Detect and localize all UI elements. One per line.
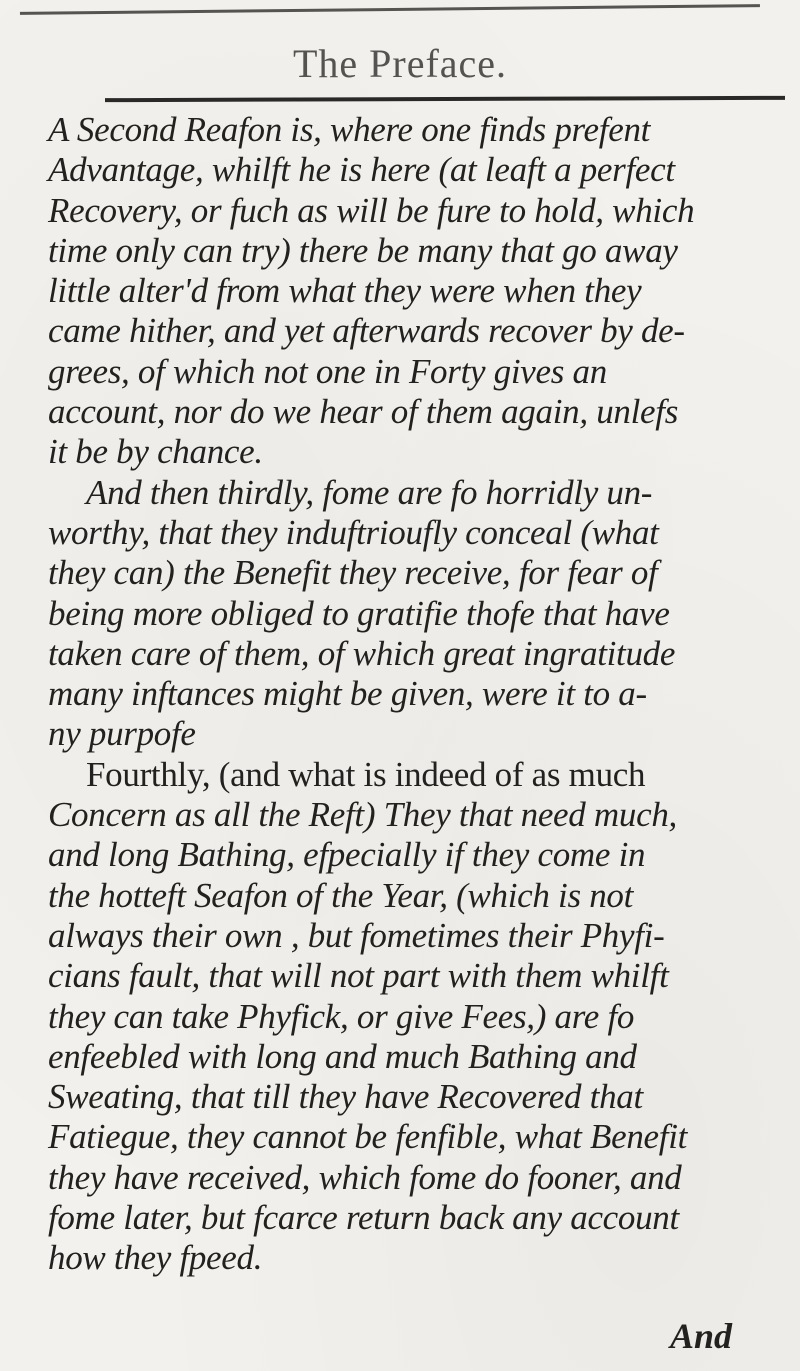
text-line: always their own , but fometimes their Phyfi- <box>48 915 665 955</box>
page-header-title: The Preface. <box>292 41 508 86</box>
text-line: Recovery, or fuch as will be fure to hold, which <box>48 190 695 230</box>
text-line: the hotteft Seafon of the Year, (which is not <box>48 875 634 915</box>
text-line: it be by chance. <box>48 432 263 472</box>
text-line: they can) the Benefit they receive, for fear of <box>48 553 658 593</box>
text-line: time only can try) there be many that go away <box>48 230 678 270</box>
text-line: cians fault, that will not part with them whilft <box>48 956 669 996</box>
top-border-rule <box>20 4 760 25</box>
text-line: came hither, and yet afterwards recover by de- <box>48 311 685 351</box>
text-line: ny purpofe <box>48 714 196 754</box>
text-line: Fatiegue, they cannot be fenfible, what Benefit <box>48 1117 688 1157</box>
text-line: how they fpeed. <box>48 1238 263 1278</box>
text-line: grees, of which not one in Forty gives an <box>48 351 607 391</box>
text-line: and long Bathing, efpecially if they come in <box>48 835 646 875</box>
text-line: many inftances might be given, were it to a- <box>48 674 647 714</box>
header-rule <box>105 96 785 102</box>
catchword: And <box>669 1316 732 1356</box>
text-line: fome later, but fcarce return back any account <box>48 1198 679 1238</box>
text-line: Fourthly, (and what is indeed of as much <box>86 754 646 794</box>
text-line: worthy, that they induftrioufly conceal (what <box>48 512 659 552</box>
text-line: being more obliged to gratifie thofe that have <box>48 593 670 633</box>
text-line: they have received, which fome do fooner, and <box>48 1157 682 1197</box>
body-text <box>48 110 780 1279</box>
text-line: Concern as all the Reft) They that need much, <box>48 795 677 835</box>
text-line: Advantage, whilft he is here (at leaft a perfect <box>48 150 675 190</box>
text-line: little alter'd from what they were when they <box>48 271 642 311</box>
text-line: enfeebled with long and much Bathing and <box>48 1036 637 1076</box>
text-line: Sweating, that till they have Recovered that <box>48 1077 643 1117</box>
text-line: they can take Phyfick, or give Fees,) are fo <box>48 996 635 1036</box>
text-line: account, nor do we hear of them again, unlefs <box>48 392 679 432</box>
text-line: A Second Reafon is, where one finds prefent <box>48 110 651 149</box>
text-line: And then thirdly, fome are fo horridly un- <box>86 472 653 512</box>
text-line: taken care of them, of which great ingratitude <box>48 633 676 673</box>
